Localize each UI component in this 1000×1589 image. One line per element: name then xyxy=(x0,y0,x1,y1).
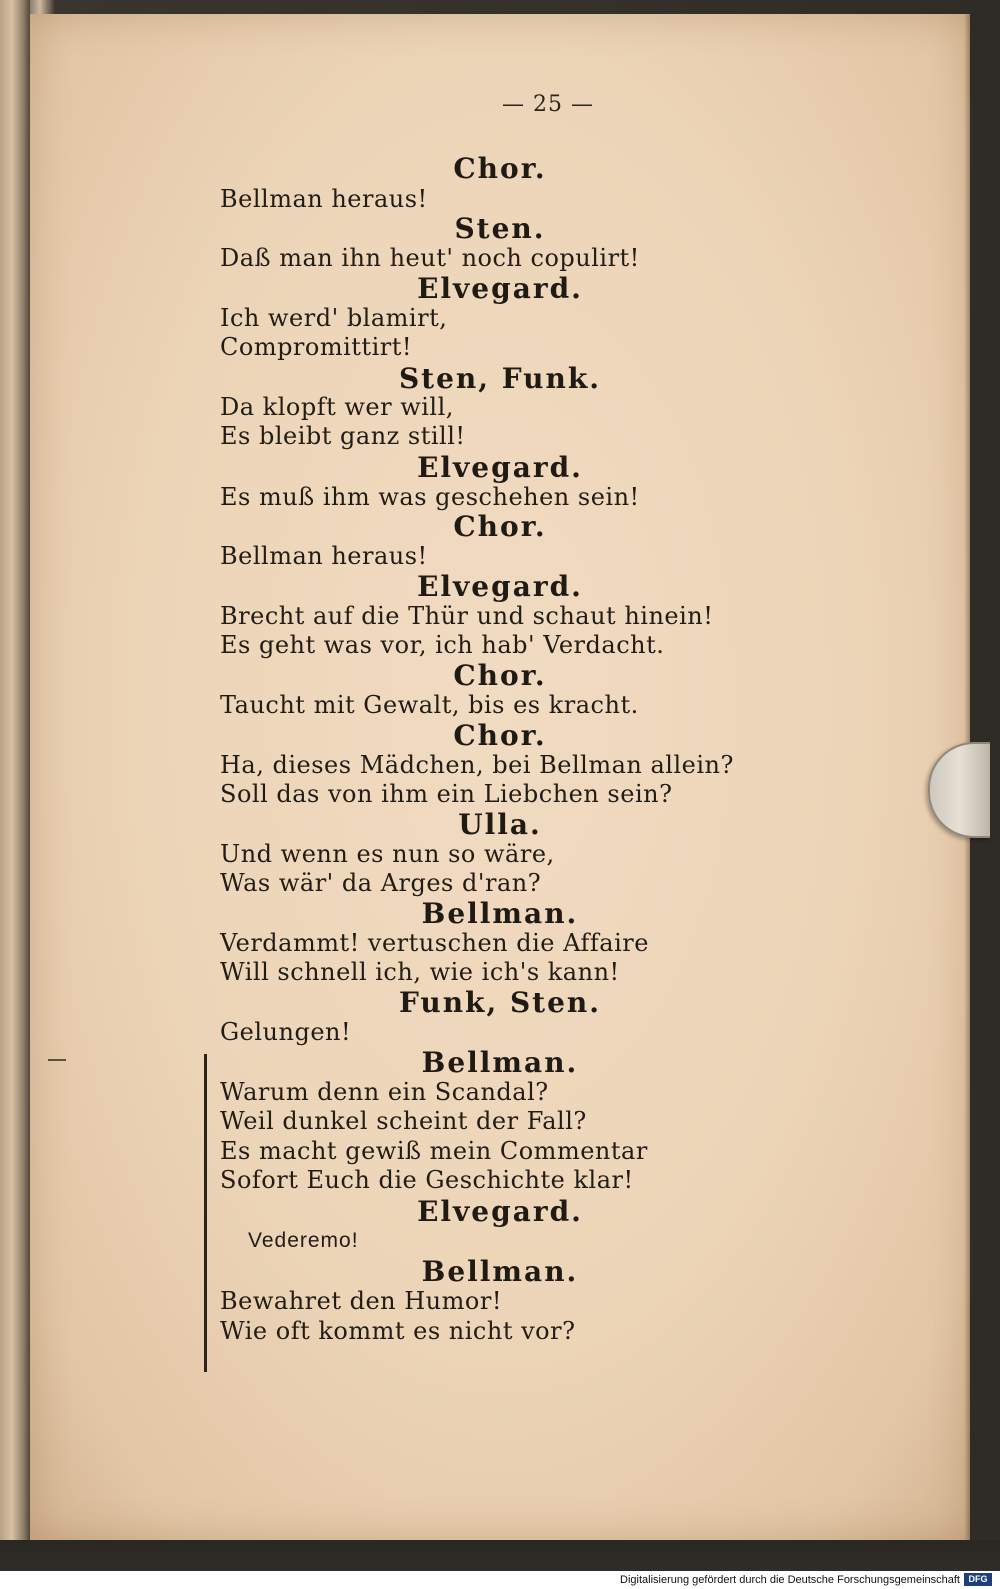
dialogue-line: Ha, dieses Mädchen, bei Bellman allein? xyxy=(220,751,734,779)
dialogue-line: Daß man ihn heut' noch copulirt! xyxy=(220,244,640,272)
dialogue-line: Warum denn ein Scandal? xyxy=(220,1078,549,1106)
dialogue-line: Taucht mit Gewalt, bis es kracht. xyxy=(220,691,639,719)
dialogue-line: Vederemo! xyxy=(248,1229,359,1252)
speaker-name: Chor. xyxy=(453,510,547,543)
dialogue-line: Es geht was vor, ich hab' Verdacht. xyxy=(220,631,665,659)
book-page xyxy=(30,14,970,1540)
book-spine xyxy=(0,0,30,1540)
dfg-logo-icon: DFG xyxy=(964,1573,992,1586)
speaker-name: Chor. xyxy=(453,152,547,185)
page-number: — 25 — xyxy=(502,92,594,117)
dialogue-line: Es macht gewiß mein Commentar xyxy=(220,1137,648,1165)
dialogue-line: Brecht auf die Thür und schaut hinein! xyxy=(220,602,714,630)
speaker-name: Elvegard. xyxy=(417,272,583,305)
margin-mark xyxy=(48,1059,66,1061)
dialogue-line: Was wär' da Arges d'ran? xyxy=(220,869,542,897)
dialogue-line: Wie oft kommt es nicht vor? xyxy=(220,1317,576,1345)
speaker-name: Bellman. xyxy=(421,1046,579,1079)
dialogue-line: Und wenn es nun so wäre, xyxy=(220,840,555,868)
speaker-name: Chor. xyxy=(453,659,547,692)
speaker-name: Sten. xyxy=(454,212,546,245)
speaker-name: Bellman. xyxy=(421,1255,579,1288)
dialogue-line: Verdammt! vertuschen die Affaire xyxy=(220,929,649,957)
dialogue-line: Gelungen! xyxy=(220,1018,352,1046)
speaker-name: Funk, Sten. xyxy=(398,986,602,1019)
speaker-name: Bellman. xyxy=(421,897,579,930)
speaker-name: Elvegard. xyxy=(417,1195,583,1228)
dialogue-line: Bellman heraus! xyxy=(220,185,428,213)
speaker-name: Sten, Funk. xyxy=(398,362,602,395)
dialogue-line: Compromittirt! xyxy=(220,333,413,361)
dialogue-line: Weil dunkel scheint der Fall? xyxy=(220,1107,587,1135)
ensemble-bracket xyxy=(204,1054,207,1372)
speaker-name: Ulla. xyxy=(458,808,542,841)
dialogue-line: Es bleibt ganz still! xyxy=(220,422,466,450)
dialogue-line: Bellman heraus! xyxy=(220,542,428,570)
speaker-name: Chor. xyxy=(453,719,547,752)
dialogue-line: Will schnell ich, wie ich's kann! xyxy=(220,958,620,986)
speaker-name: Elvegard. xyxy=(417,570,583,603)
dialogue-line: Da klopft wer will, xyxy=(220,393,454,421)
dialogue-block xyxy=(30,14,970,1540)
dialogue-line: Sofort Euch die Geschichte klar! xyxy=(220,1166,634,1194)
dialogue-line: Bewahret den Humor! xyxy=(220,1287,502,1315)
dialogue-line: Ich werd' blamirt, xyxy=(220,304,448,332)
digitization-credit: Digitalisierung gefördert durch die Deutsche Forschungsgemeinschaft xyxy=(620,1574,960,1586)
dialogue-line: Soll das von ihm ein Liebchen sein? xyxy=(220,780,673,808)
speaker-name: Elvegard. xyxy=(417,451,583,484)
dialogue-line: Es muß ihm was geschehen sein! xyxy=(220,483,640,511)
